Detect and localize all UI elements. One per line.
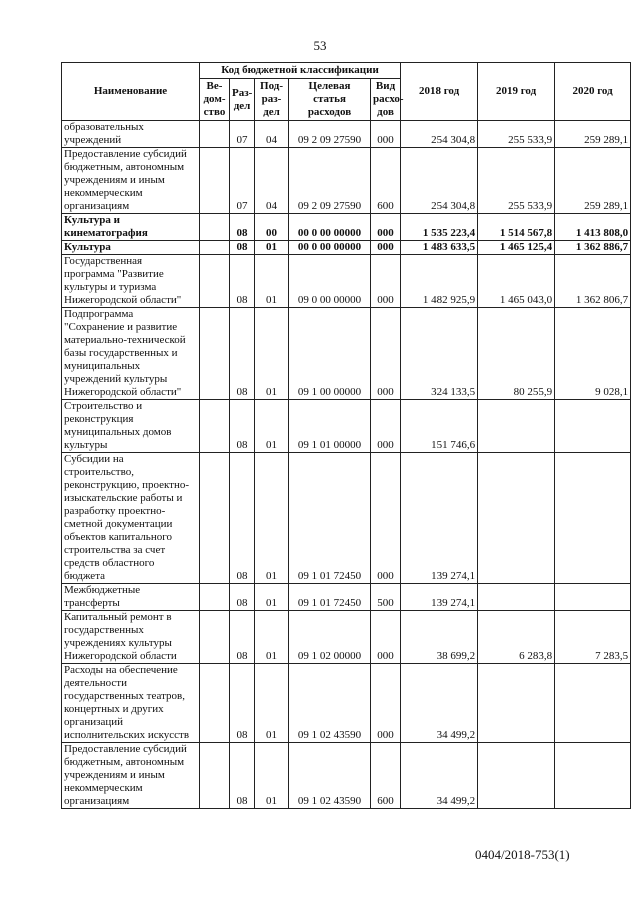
row-name: Строительство и реконструкция муниципальных домов культуры [62,400,200,453]
row-vid: 000 [371,611,401,664]
row-ved [200,214,230,241]
row-2020: 7 283,5 [555,611,631,664]
row-2019: 80 255,9 [478,308,555,400]
row-2020: 259 289,1 [555,148,631,214]
row-ved [200,148,230,214]
header-razdel: Раз- дел [230,79,255,121]
row-target: 00 0 00 00000 [289,214,371,241]
row-name: Капитальный ремонт в государственных учреждениях культуры Нижегородской области [62,611,200,664]
row-ved [200,400,230,453]
row-2019 [478,584,555,611]
row-vid: 500 [371,584,401,611]
row-razdel: 07 [230,121,255,148]
row-razdel: 07 [230,148,255,214]
row-vid: 000 [371,121,401,148]
budget-table [61,62,631,809]
document-id: 0404/2018-753(1) [475,847,570,862]
row-podrazdel: 01 [255,584,289,611]
row-name: Культура [62,241,200,255]
row-2019: 1 465 125,4 [478,241,555,255]
table-row [62,148,631,214]
row-2018: 254 304,8 [401,121,478,148]
table-row [62,214,631,241]
table-body [62,121,631,809]
row-vid: 000 [371,241,401,255]
row-ved [200,584,230,611]
row-ved [200,241,230,255]
header-ved: Ве- дом- ство [200,79,230,121]
row-name: Предоставление субсидий бюджетным, автономным учреждениям и иным некоммерческим организациям [62,743,200,809]
row-vid: 000 [371,453,401,584]
row-ved [200,255,230,308]
row-ved [200,743,230,809]
row-razdel: 08 [230,400,255,453]
row-2020 [555,453,631,584]
header-vid: Вид расхо- дов [371,79,401,121]
row-2019 [478,400,555,453]
row-target: 09 2 09 27590 [289,121,371,148]
row-2020 [555,400,631,453]
header-target: Целевая статья расходов [289,79,371,121]
row-ved [200,611,230,664]
row-target: 09 0 00 00000 [289,255,371,308]
row-name: Подпрограмма "Сохранение и развитие материально-технической базы государственных и муниципальных учреждений культуры Нижегородской области" [62,308,200,400]
row-target: 00 0 00 00000 [289,241,371,255]
row-2018: 254 304,8 [401,148,478,214]
table-row [62,584,631,611]
header-podrazdel: Под- раз- дел [255,79,289,121]
row-podrazdel: 01 [255,664,289,743]
row-podrazdel: 01 [255,308,289,400]
row-target: 09 2 09 27590 [289,148,371,214]
row-podrazdel: 01 [255,255,289,308]
row-podrazdel: 01 [255,241,289,255]
table-row [62,241,631,255]
table-row [62,743,631,809]
row-target: 09 1 02 43590 [289,743,371,809]
row-vid: 000 [371,214,401,241]
row-podrazdel: 00 [255,214,289,241]
row-name: Расходы на обеспечение деятельности государственных театров, концертных и других организаций исполнительских искусств [62,664,200,743]
page-number: 53 [313,38,327,53]
table-row [62,308,631,400]
row-razdel: 08 [230,214,255,241]
row-2020 [555,664,631,743]
row-razdel: 08 [230,241,255,255]
row-razdel: 08 [230,743,255,809]
row-target: 09 1 01 72450 [289,584,371,611]
row-2020: 1 413 808,0 [555,214,631,241]
row-2020: 9 028,1 [555,308,631,400]
row-2018: 139 274,1 [401,453,478,584]
row-razdel: 08 [230,308,255,400]
row-vid: 600 [371,743,401,809]
row-target: 09 1 00 00000 [289,308,371,400]
row-vid: 000 [371,664,401,743]
row-razdel: 08 [230,664,255,743]
row-2020: 1 362 886,7 [555,241,631,255]
row-2018: 38 699,2 [401,611,478,664]
row-podrazdel: 04 [255,148,289,214]
row-2018: 151 746,6 [401,400,478,453]
row-2018: 34 499,2 [401,664,478,743]
header-name: Наименование [62,63,200,121]
row-2020 [555,584,631,611]
row-razdel: 08 [230,611,255,664]
header-kbk-group: Код бюджетной классификации [200,63,401,79]
row-2019: 1 514 567,8 [478,214,555,241]
row-2018: 1 482 925,9 [401,255,478,308]
row-target: 09 1 01 72450 [289,453,371,584]
table-row [62,611,631,664]
row-razdel: 08 [230,453,255,584]
row-name: Межбюджетные трансферты [62,584,200,611]
row-2019: 255 533,9 [478,148,555,214]
header-2018: 2018 год [401,63,478,121]
row-name: Субсидии на строительство, реконструкцию, проектно- изыскательские работы и разработку проектно- сметной документации объектов капитального строительства за счет средств областного бюджета [62,453,200,584]
row-podrazdel: 01 [255,453,289,584]
row-2019 [478,743,555,809]
row-razdel: 08 [230,255,255,308]
row-vid: 000 [371,255,401,308]
row-name: образовательных учреждений [62,121,200,148]
table-row [62,121,631,148]
table-row [62,255,631,308]
row-podrazdel: 01 [255,400,289,453]
row-2018: 34 499,2 [401,743,478,809]
row-2018: 139 274,1 [401,584,478,611]
row-2018: 1 483 633,5 [401,241,478,255]
row-podrazdel: 01 [255,611,289,664]
table-row [62,400,631,453]
row-2019 [478,453,555,584]
table-row [62,453,631,584]
row-razdel: 08 [230,584,255,611]
row-podrazdel: 01 [255,743,289,809]
row-2019: 1 465 043,0 [478,255,555,308]
table-row [62,664,631,743]
row-ved [200,121,230,148]
row-2018: 324 133,5 [401,308,478,400]
row-2019: 255 533,9 [478,121,555,148]
row-vid: 600 [371,148,401,214]
row-target: 09 1 02 43590 [289,664,371,743]
row-target: 09 1 02 00000 [289,611,371,664]
row-name: Государственная программа "Развитие культуры и туризма Нижегородской области" [62,255,200,308]
header-2019: 2019 год [478,63,555,121]
header-2020: 2020 год [555,63,631,121]
row-target: 09 1 01 00000 [289,400,371,453]
row-2019 [478,664,555,743]
row-ved [200,664,230,743]
row-2019: 6 283,8 [478,611,555,664]
row-name: Предоставление субсидий бюджетным, автономным учреждениям и иным некоммерческим организациям [62,148,200,214]
row-2020 [555,743,631,809]
row-vid: 000 [371,308,401,400]
row-podrazdel: 04 [255,121,289,148]
row-name: Культура и кинематография [62,214,200,241]
row-ved [200,453,230,584]
row-vid: 000 [371,400,401,453]
row-2020: 259 289,1 [555,121,631,148]
row-ved [200,308,230,400]
row-2018: 1 535 223,4 [401,214,478,241]
row-2020: 1 362 806,7 [555,255,631,308]
